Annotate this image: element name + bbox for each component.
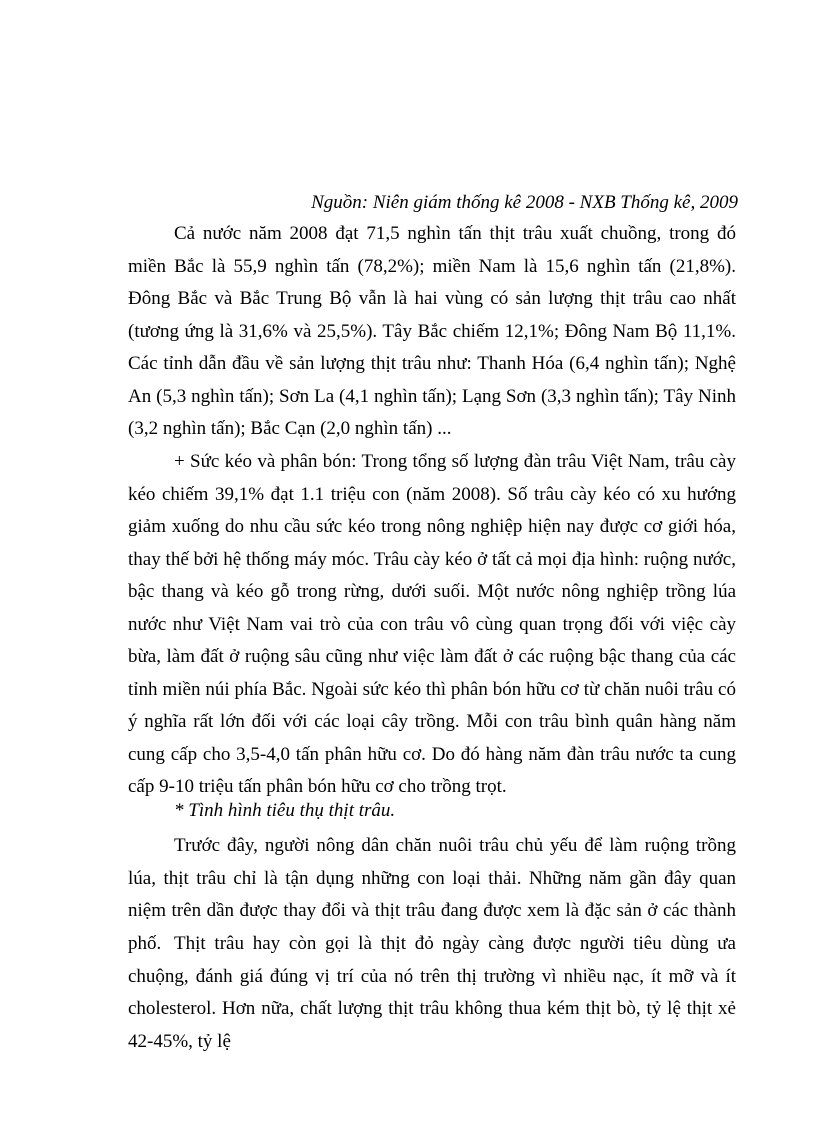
source-note: Nguồn: Niên giám thống kê 2008 - NXB Thống kê, 2009 [311, 192, 738, 213]
paragraph-red-meat: Thịt trâu hay còn gọi là thịt đỏ ngày càng được người tiêu dùng ưa chuộng, đánh giá đúng vị trí của nó trên thị trường vì nhiều nạc, ít mỡ và ít cholesterol. Hơn nữa, chất lượng thịt trâu không thua kém thịt bò, tỷ lệ thịt xẻ 42-45%, tỷ lệ [128, 933, 736, 1052]
subheading-consumption: * Tình hình tiêu thụ thịt trâu. [174, 800, 396, 821]
paragraph-past-usage: Trước đây, người nông dân chăn nuôi trâu chủ yếu để làm ruộng trồng lúa, thịt trâu chỉ là tận dụng những con loại thải. Những năm gần đây quan niệm trên dần được thay đổi và thịt trâu đang được xem là đặc sản ở các thành phố. [128, 835, 736, 954]
paragraph-draft-power-fertilizer: + Sức kéo và phân bón: Trong tổng số lượng đàn trâu Việt Nam, trâu cày kéo chiếm 39,1% đạt 1.1 triệu con (năm 2008). Số trâu cày kéo có xu hướng giảm xuống do nhu cầu sức kéo trong nông nghiệp hiện nay được cơ giới hóa, thay thế bởi hệ thống máy móc. Trâu cày kéo ở tất cả mọi địa hình: ruộng nước, bậc thang và kéo gỗ trong rừng, dưới suối. Một nước nông nghiệp trồng lúa nước như Việt Nam vai trò của con trâu vô cùng quan trọng đối với việc cày bừa, làm đất ở ruộng sâu cũng như việc làm đất ở các ruộng bậc thang của các tỉnh miền núi phía Bắc. Ngoài sức kéo thì phân bón hữu cơ từ chăn nuôi trâu có ý nghĩa rất lớn đối với các loại cây trồng. Mỗi con trâu bình quân hàng năm cung cấp cho 3,5-4,0 tấn phân hữu cơ. Do đó hàng năm đàn trâu nước ta cung cấp 9-10 triệu tấn phân bón hữu cơ cho trồng trọt. [128, 451, 736, 797]
paragraph-buffalo-meat-output: Cả nước năm 2008 đạt 71,5 nghìn tấn thịt trâu xuất chuồng, trong đó miền Bắc là 55,9 nghìn tấn (78,2%); miền Nam là 15,6 nghìn tấn (21,8%). Đông Bắc và Bắc Trung Bộ vẫn là hai vùng có sản lượng thịt trâu cao nhất (tương ứng là 31,6% và 25,5%). Tây Bắc chiếm 12,1%; Đông Nam Bộ 11,1%. Các tỉnh dẫn đầu về sản lượng thịt trâu như: Thanh Hóa (6,4 nghìn tấn); Nghệ An (5,3 nghìn tấn); Sơn La (4,1 nghìn tấn); Lạng Sơn (3,3 nghìn tấn); Tây Ninh (3,2 nghìn tấn); Bắc Cạn (2,0 nghìn tấn) ... [128, 223, 736, 439]
